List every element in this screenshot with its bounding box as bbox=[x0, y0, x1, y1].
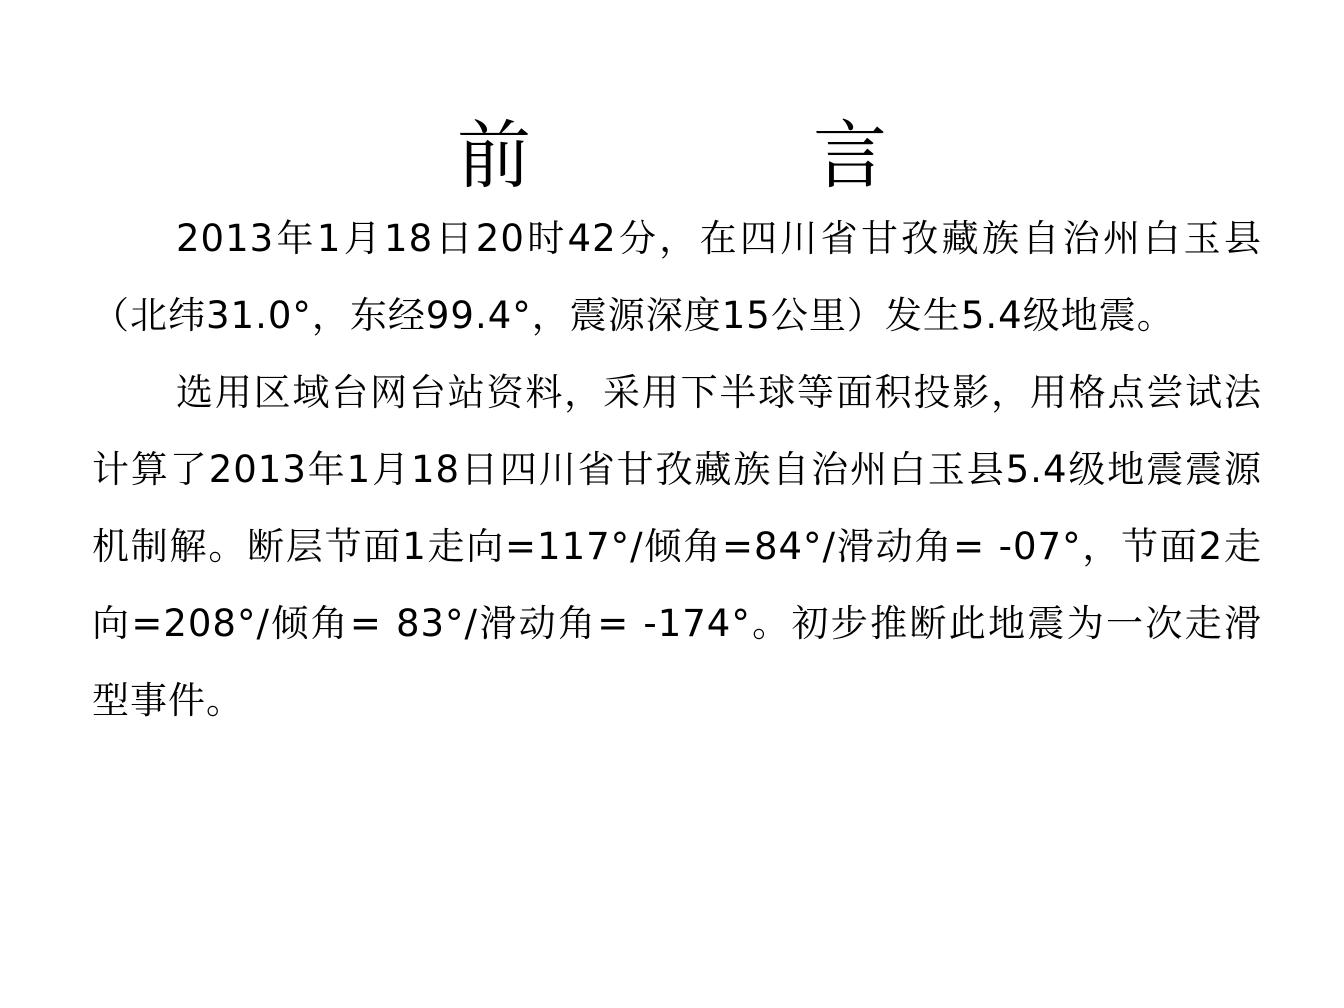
document-body bbox=[92, 200, 1262, 739]
paragraph-focal-mechanism: 选用区域台网台站资料，采用下半球等面积投影，用格点尝试法计算了2013年1月18日四川省甘孜藏族自治州白玉县5.4级地震震源机制解。断层节面1走向=117°/倾角=84°/滑动角= -07°，节面2走向=208°/倾角= 83°/滑动角= -174°。初步推断此地震为一次走滑型事件。 bbox=[92, 371, 1262, 722]
page-title: 前 言 bbox=[457, 112, 991, 199]
paragraph-event-summary: 2013年1月18日20时42分，在四川省甘孜藏族自治州白玉县（北纬31.0°，东经99.4°，震源深度15公里）发生5.4级地震。 bbox=[92, 217, 1262, 337]
